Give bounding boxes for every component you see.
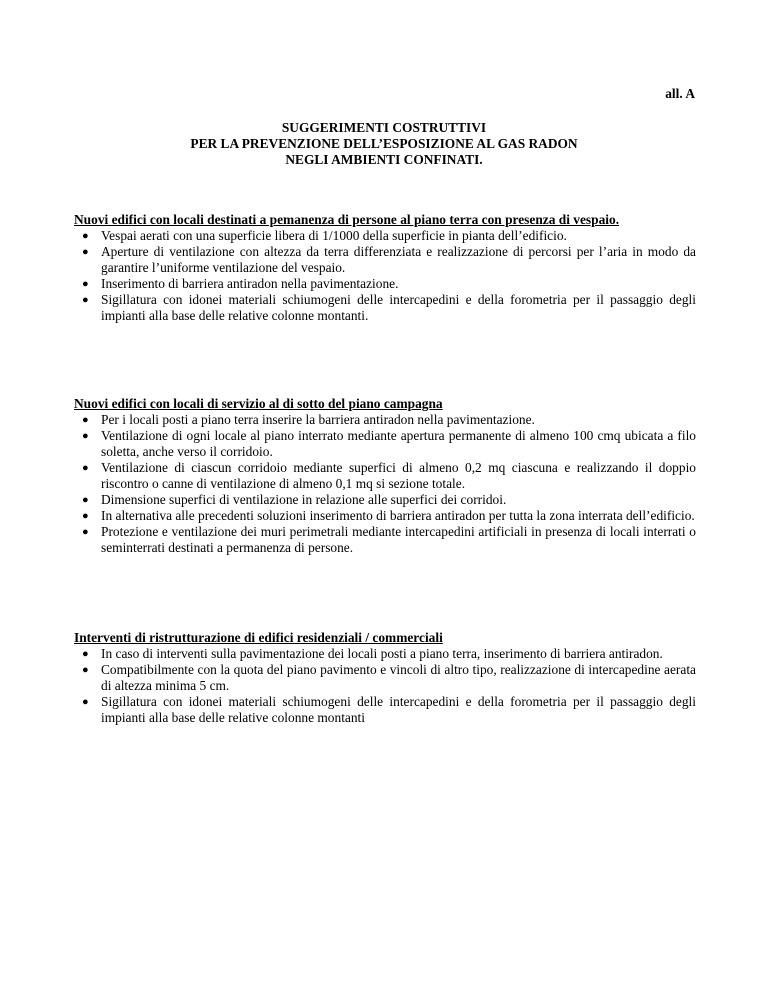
list-item-text: Compatibilmente con la quota del piano pavimento e vincoli di altro tipo, realizzazione di intercapedine aerata di altezza minima 5 cm. (101, 662, 696, 693)
bullet-dot-icon: ● (82, 294, 89, 306)
list-item (74, 244, 696, 276)
list-item (74, 694, 696, 726)
bullet-list (74, 646, 696, 726)
title-line-3: NEGLI AMBIENTI CONFINATI. (285, 152, 483, 167)
list-item-text: Protezione e ventilazione dei muri perimetrali mediante intercapedini artificiali in presenza di locali interrati o seminterrati destinati a permanenza di persone. (101, 524, 696, 555)
list-item-text: Dimensione superfici di ventilazione in relazione alle superfici dei corridoi. (101, 492, 507, 507)
list-item (74, 646, 696, 662)
list-item (74, 524, 696, 556)
list-item (74, 276, 696, 292)
bullet-dot-icon: ● (82, 462, 89, 474)
bullet-dot-icon: ● (82, 430, 89, 442)
bullet-list (74, 412, 696, 556)
section-new-buildings-ground-floor (74, 212, 696, 324)
list-item (74, 228, 696, 244)
list-item-text: Sigillatura con idonei materiali schiumogeni delle intercapedini e della forometria per il passaggio degli impianti alla base delle relative colonne montanti (101, 694, 696, 725)
bullet-dot-icon: ● (82, 230, 89, 242)
section-heading: Nuovi edifici con locali destinati a pemanenza di persone al piano terra con presenza di vespaio. (74, 212, 620, 227)
list-item (74, 662, 696, 694)
bullet-list (74, 228, 696, 324)
title-line-1: SUGGERIMENTI COSTRUTTIVI (281, 120, 487, 135)
bullet-dot-icon: ● (82, 414, 89, 426)
list-item-text: In caso di interventi sulla pavimentazione dei locali posti a piano terra, inserimento di barriera antiradon. (101, 646, 663, 661)
bullet-dot-icon: ● (82, 278, 89, 290)
section-new-buildings-basement (74, 396, 696, 556)
section-renovation (74, 630, 696, 726)
bullet-dot-icon: ● (82, 648, 89, 660)
bullet-dot-icon: ● (82, 526, 89, 538)
bullet-dot-icon: ● (82, 246, 89, 258)
bullet-dot-icon: ● (82, 664, 89, 676)
annex-label: all. A (665, 86, 695, 101)
list-item (74, 412, 696, 428)
list-item (74, 428, 696, 460)
list-item (74, 460, 696, 492)
list-item-text: Ventilazione di ciascun corridoio mediante superfici di almeno 0,2 mq ciascuna e realizzando il doppio riscontro o canne di ventilazione di almeno 0,1 mq si sezione totale. (101, 460, 696, 491)
list-item-text: Aperture di ventilazione con altezza da terra differenziata e realizzazione di percorsi per l’aria in modo da garantire l’uniforme ventilazione del vespaio. (101, 244, 696, 275)
list-item-text: Per i locali posti a piano terra inserire la barriera antiradon nella pavimentazione. (101, 412, 535, 427)
list-item (74, 292, 696, 324)
section-heading: Nuovi edifici con locali di servizio al di sotto del piano campagna (74, 396, 443, 411)
bullet-dot-icon: ● (82, 510, 89, 522)
list-item-text: Inserimento di barriera antiradon nella pavimentazione. (101, 276, 399, 291)
title-line-2: PER LA PREVENZIONE DELL’ESPOSIZIONE AL GAS RADON (190, 136, 578, 151)
list-item (74, 508, 696, 524)
section-heading: Interventi di ristrutturazione di edifici residenziali / commerciali (74, 630, 443, 645)
bullet-dot-icon: ● (82, 494, 89, 506)
list-item-text: Sigillatura con idonei materiali schiumogeni delle intercapedini e della forometria per il passaggio degli impianti alla base delle relative colonne montanti. (101, 292, 696, 323)
list-item-text: Ventilazione di ogni locale al piano interrato mediante apertura permanente di almeno 100 cmq ubicata a filo soletta, anche verso il corridoio. (101, 428, 696, 459)
list-item-text: Vespai aerati con una superficie libera di 1/1000 della superficie in pianta dell’edificio. (101, 228, 567, 243)
list-item-text: In alternativa alle precedenti soluzioni inserimento di barriera antiradon per tutta la zona interrata dell’edificio. (101, 508, 695, 523)
bullet-dot-icon: ● (82, 696, 89, 708)
document-title (72, 120, 696, 168)
list-item (74, 492, 696, 508)
